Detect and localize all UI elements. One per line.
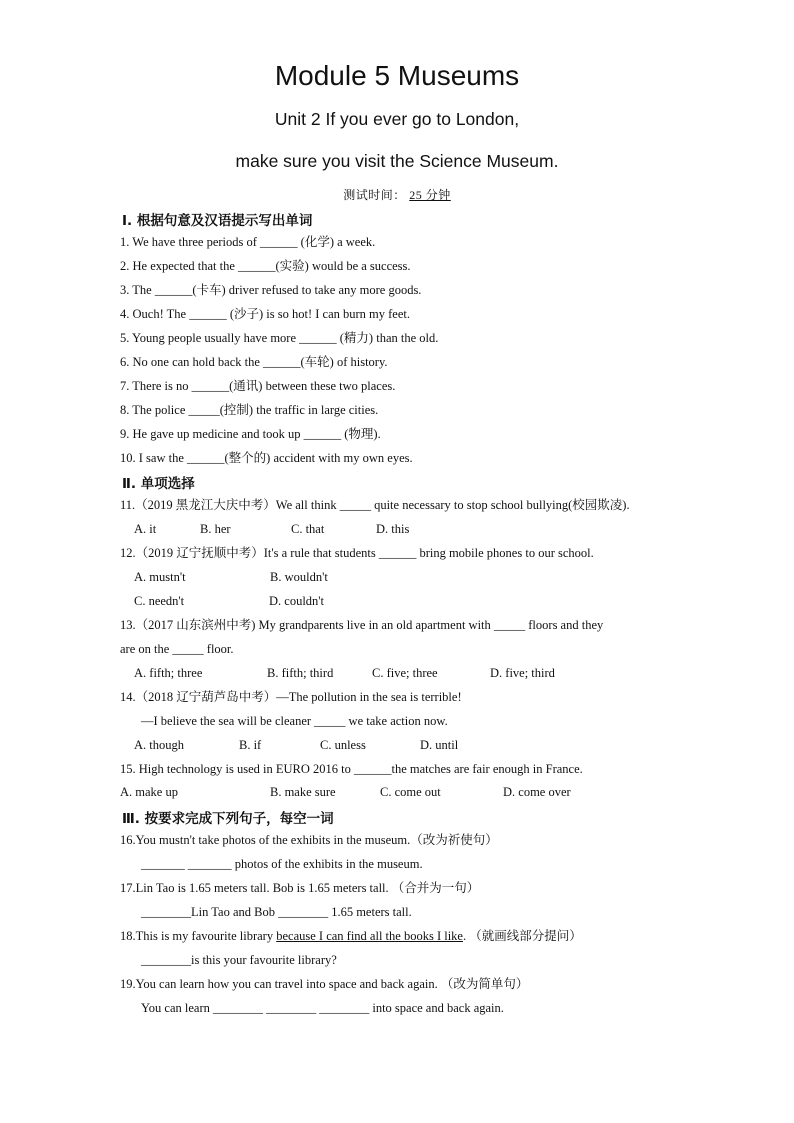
question-15: 15. High technology is used in EURO 2016 to ______the matches are fair enough in France. xyxy=(120,762,583,776)
q13-option-d: D. five; third xyxy=(490,666,555,680)
section-heading-2: Ⅱ. 单项选择 xyxy=(122,476,195,492)
page-title: Module 5 Museums xyxy=(274,60,520,91)
q15-option-d: D. come over xyxy=(503,785,571,799)
question-18 xyxy=(120,928,690,944)
q11-option-d: D. this xyxy=(376,522,410,536)
q12-option-b: B. wouldn't xyxy=(270,570,328,584)
test-time xyxy=(0,186,794,203)
q14-option-a: A. though xyxy=(134,738,184,752)
question-16: 16.You mustn't take photos of the exhibits in the museum.（改为祈使句） xyxy=(120,833,498,847)
question-1: 1. We have three periods of ______ (化学) a week. xyxy=(120,235,376,249)
q18-text: 18.This is my favourite library xyxy=(120,929,277,943)
question-12: 12.（2019 辽宁抚顺中考）It's a rule that students ______ bring mobile phones to our school. xyxy=(120,546,594,560)
question-7: 7. There is no ______(通讯) between these two places. xyxy=(120,379,396,393)
q15-option-b: B. make sure xyxy=(270,785,336,799)
question-13: 13.（2017 山东滨州中考) My grandparents live in an old apartment with _____ floors and they xyxy=(120,618,604,632)
question-5: 5. Young people usually have more ______ (精力) than the old. xyxy=(120,331,439,345)
test-time-value: 25 分钟 xyxy=(409,188,451,202)
question-10: 10. I saw the ______(整个的) accident with my own eyes. xyxy=(120,451,413,465)
question-9: 9. He gave up medicine and took up ______ (物理). xyxy=(120,427,381,441)
q14-option-d: D. until xyxy=(420,738,459,752)
question-18-answer: ________is this your favourite library? xyxy=(141,953,337,967)
q11-option-c: C. that xyxy=(291,522,325,536)
question-14: 14.（2018 辽宁葫芦岛中考）—The pollution in the sea is terrible! xyxy=(120,690,462,704)
question-14-reply: —I believe the sea will be cleaner _____ we take action now. xyxy=(141,714,448,728)
q12-option-c: C. needn't xyxy=(134,594,185,608)
question-8: 8. The police _____(控制) the traffic in large cities. xyxy=(120,403,379,417)
question-19-answer: You can learn ________ ________ ________ into space and back again. xyxy=(141,1001,504,1015)
q15-option-c: C. come out xyxy=(380,785,441,799)
q14-option-b: B. if xyxy=(239,738,262,752)
question-11: 11.（2019 黑龙江大庆中考）We all think _____ quite necessary to stop school bullying(校园欺凌). xyxy=(120,498,630,512)
test-time-label: 测试时间： xyxy=(343,188,406,202)
question-3: 3. The ______(卡车) driver refused to take any more goods. xyxy=(120,283,422,297)
q13-option-a: A. fifth; three xyxy=(134,666,203,680)
q18-instruction: . （就画线部分提问） xyxy=(462,929,582,943)
unit-subtitle-line2: make sure you visit the Science Museum. xyxy=(235,151,559,171)
q11-option-b: B. her xyxy=(200,522,231,536)
q12-option-a: A. mustn't xyxy=(134,570,186,584)
section-heading-3: Ⅲ. 按要求完成下列句子，每空一词 xyxy=(122,811,334,827)
question-6: 6. No one can hold back the ______(车轮) of history. xyxy=(120,355,388,369)
question-16-answer: _______ _______ photos of the exhibits in the museum. xyxy=(141,857,423,871)
q13-option-c: C. five; three xyxy=(372,666,438,680)
q11-option-a: A. it xyxy=(134,522,157,536)
q15-option-a: A. make up xyxy=(120,785,178,799)
question-13-continued: are on the _____ floor. xyxy=(120,642,234,656)
question-17-answer: ________Lin Tao and Bob ________ 1.65 meters tall. xyxy=(141,905,412,919)
question-17: 17.Lin Tao is 1.65 meters tall. Bob is 1.65 meters tall. （合并为一句） xyxy=(120,881,480,895)
q13-option-b: B. fifth; third xyxy=(267,666,334,680)
question-4: 4. Ouch! The ______ (沙子) is so hot! I can burn my feet. xyxy=(120,307,410,321)
q18-underlined-part: because I can find all the books I like xyxy=(276,929,463,943)
unit-subtitle-line1: Unit 2 If you ever go to London, xyxy=(274,109,520,129)
q12-option-d: D. couldn't xyxy=(269,594,325,608)
question-2: 2. He expected that the ______(实验) would be a success. xyxy=(120,259,411,273)
question-19: 19.You can learn how you can travel into space and back again. （改为简单句） xyxy=(120,977,529,991)
section-heading-1: Ⅰ. 根据句意及汉语提示写出单词 xyxy=(122,213,313,229)
q14-option-c: C. unless xyxy=(320,738,366,752)
